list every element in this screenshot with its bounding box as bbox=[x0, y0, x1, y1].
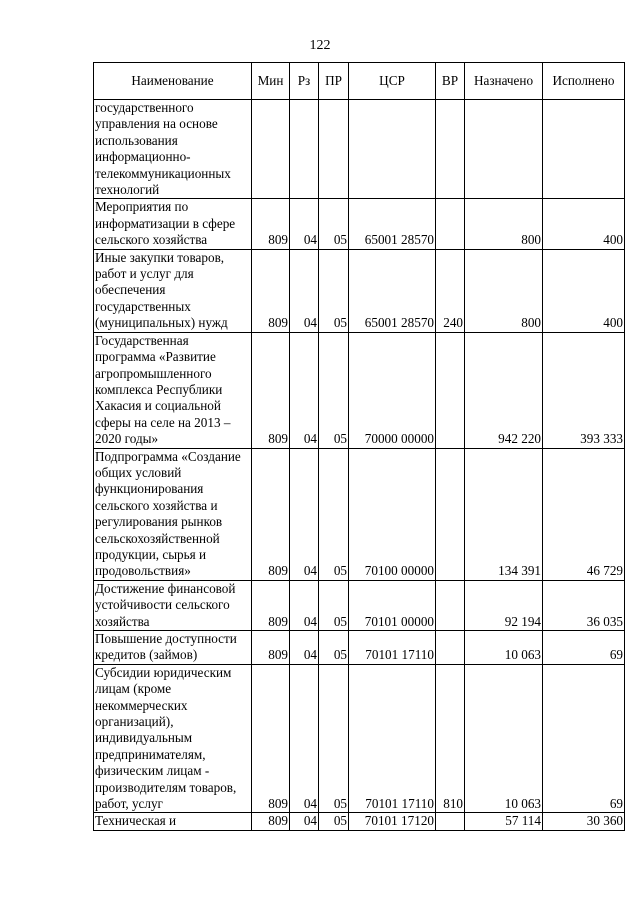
header-min: Мин bbox=[252, 63, 290, 100]
cell-min: 809 bbox=[252, 580, 290, 630]
cell-rz: 04 bbox=[290, 199, 319, 249]
table-row bbox=[94, 813, 625, 830]
table-header-row bbox=[94, 63, 625, 100]
cell-executed: 30 360 bbox=[543, 813, 625, 830]
cell-name: Иные закупки товаров, работ и услуг для обеспечения государственных (муниципальных) нужд bbox=[94, 249, 252, 332]
cell-min bbox=[252, 100, 290, 199]
cell-name: Подпрограмма «Создание общих условий функционирования сельского хозяйства и регулирования рынков сельскохозяйственной продукции, сырья и продовольствия» bbox=[94, 448, 252, 580]
cell-rz: 04 bbox=[290, 448, 319, 580]
cell-assigned: 10 063 bbox=[465, 631, 543, 665]
cell-assigned: 800 bbox=[465, 249, 543, 332]
header-csr: ЦСР bbox=[349, 63, 436, 100]
cell-name: Мероприятия по информатизации в сфере сельского хозяйства bbox=[94, 199, 252, 249]
cell-rz: 04 bbox=[290, 664, 319, 813]
cell-pr: 05 bbox=[319, 332, 349, 448]
cell-vr bbox=[436, 580, 465, 630]
table-row bbox=[94, 580, 625, 630]
cell-executed: 36 035 bbox=[543, 580, 625, 630]
cell-assigned: 57 114 bbox=[465, 813, 543, 830]
cell-vr: 240 bbox=[436, 249, 465, 332]
cell-assigned: 942 220 bbox=[465, 332, 543, 448]
header-rz: Рз bbox=[290, 63, 319, 100]
cell-min: 809 bbox=[252, 664, 290, 813]
cell-pr bbox=[319, 100, 349, 199]
cell-csr: 70101 17120 bbox=[349, 813, 436, 830]
header-pr: ПР bbox=[319, 63, 349, 100]
cell-pr: 05 bbox=[319, 580, 349, 630]
cell-min: 809 bbox=[252, 448, 290, 580]
cell-rz: 04 bbox=[290, 813, 319, 830]
cell-min: 809 bbox=[252, 813, 290, 830]
cell-csr: 70100 00000 bbox=[349, 448, 436, 580]
cell-executed: 69 bbox=[543, 631, 625, 665]
cell-executed bbox=[543, 100, 625, 199]
cell-assigned: 10 063 bbox=[465, 664, 543, 813]
table-row bbox=[94, 332, 625, 448]
cell-assigned bbox=[465, 100, 543, 199]
cell-executed: 393 333 bbox=[543, 332, 625, 448]
cell-min: 809 bbox=[252, 332, 290, 448]
cell-vr bbox=[436, 631, 465, 665]
cell-executed: 400 bbox=[543, 199, 625, 249]
page-number: 122 bbox=[309, 38, 331, 53]
cell-assigned: 92 194 bbox=[465, 580, 543, 630]
cell-executed: 69 bbox=[543, 664, 625, 813]
header-vr: ВР bbox=[436, 63, 465, 100]
table-row bbox=[94, 249, 625, 332]
table-row bbox=[94, 448, 625, 580]
cell-executed: 400 bbox=[543, 249, 625, 332]
table-row bbox=[94, 631, 625, 665]
cell-pr: 05 bbox=[319, 199, 349, 249]
budget-table bbox=[93, 62, 625, 831]
cell-rz: 04 bbox=[290, 249, 319, 332]
cell-rz: 04 bbox=[290, 332, 319, 448]
cell-vr bbox=[436, 199, 465, 249]
cell-pr: 05 bbox=[319, 664, 349, 813]
cell-csr: 70101 17110 bbox=[349, 664, 436, 813]
header-assigned: Назначено bbox=[465, 63, 543, 100]
cell-csr: 65001 28570 bbox=[349, 199, 436, 249]
cell-csr: 65001 28570 bbox=[349, 249, 436, 332]
cell-name: государственного управления на основе использования информационно-телекоммуникационных технологий bbox=[94, 100, 252, 199]
header-name: Наименование bbox=[94, 63, 252, 100]
cell-vr: 810 bbox=[436, 664, 465, 813]
cell-vr bbox=[436, 332, 465, 448]
cell-min: 809 bbox=[252, 199, 290, 249]
cell-csr: 70101 17110 bbox=[349, 631, 436, 665]
table-row bbox=[94, 664, 625, 813]
cell-assigned: 800 bbox=[465, 199, 543, 249]
cell-vr bbox=[436, 448, 465, 580]
cell-assigned: 134 391 bbox=[465, 448, 543, 580]
cell-csr bbox=[349, 100, 436, 199]
cell-rz: 04 bbox=[290, 631, 319, 665]
cell-pr: 05 bbox=[319, 631, 349, 665]
cell-name: Достижение финансовой устойчивости сельского хозяйства bbox=[94, 580, 252, 630]
cell-executed: 46 729 bbox=[543, 448, 625, 580]
cell-csr: 70101 00000 bbox=[349, 580, 436, 630]
cell-pr: 05 bbox=[319, 448, 349, 580]
cell-pr: 05 bbox=[319, 249, 349, 332]
table-row bbox=[94, 199, 625, 249]
cell-name: Субсидии юридическим лицам (кроме некоммерческих организаций), индивидуальным предпринимателям, физическим лицам - производителям товаров, работ, услуг bbox=[94, 664, 252, 813]
cell-pr: 05 bbox=[319, 813, 349, 830]
cell-min: 809 bbox=[252, 631, 290, 665]
cell-rz bbox=[290, 100, 319, 199]
cell-min: 809 bbox=[252, 249, 290, 332]
cell-vr bbox=[436, 100, 465, 199]
cell-name: Повышение доступности кредитов (займов) bbox=[94, 631, 252, 665]
table-row bbox=[94, 100, 625, 199]
header-executed: Исполнено bbox=[543, 63, 625, 100]
cell-rz: 04 bbox=[290, 580, 319, 630]
cell-name: Техническая и bbox=[94, 813, 252, 830]
cell-csr: 70000 00000 bbox=[349, 332, 436, 448]
cell-name: Государственная программа «Развитие агропромышленного комплекса Республики Хакасия и социальной сферы на селе на 2013 – 2020 годы» bbox=[94, 332, 252, 448]
cell-vr bbox=[436, 813, 465, 830]
